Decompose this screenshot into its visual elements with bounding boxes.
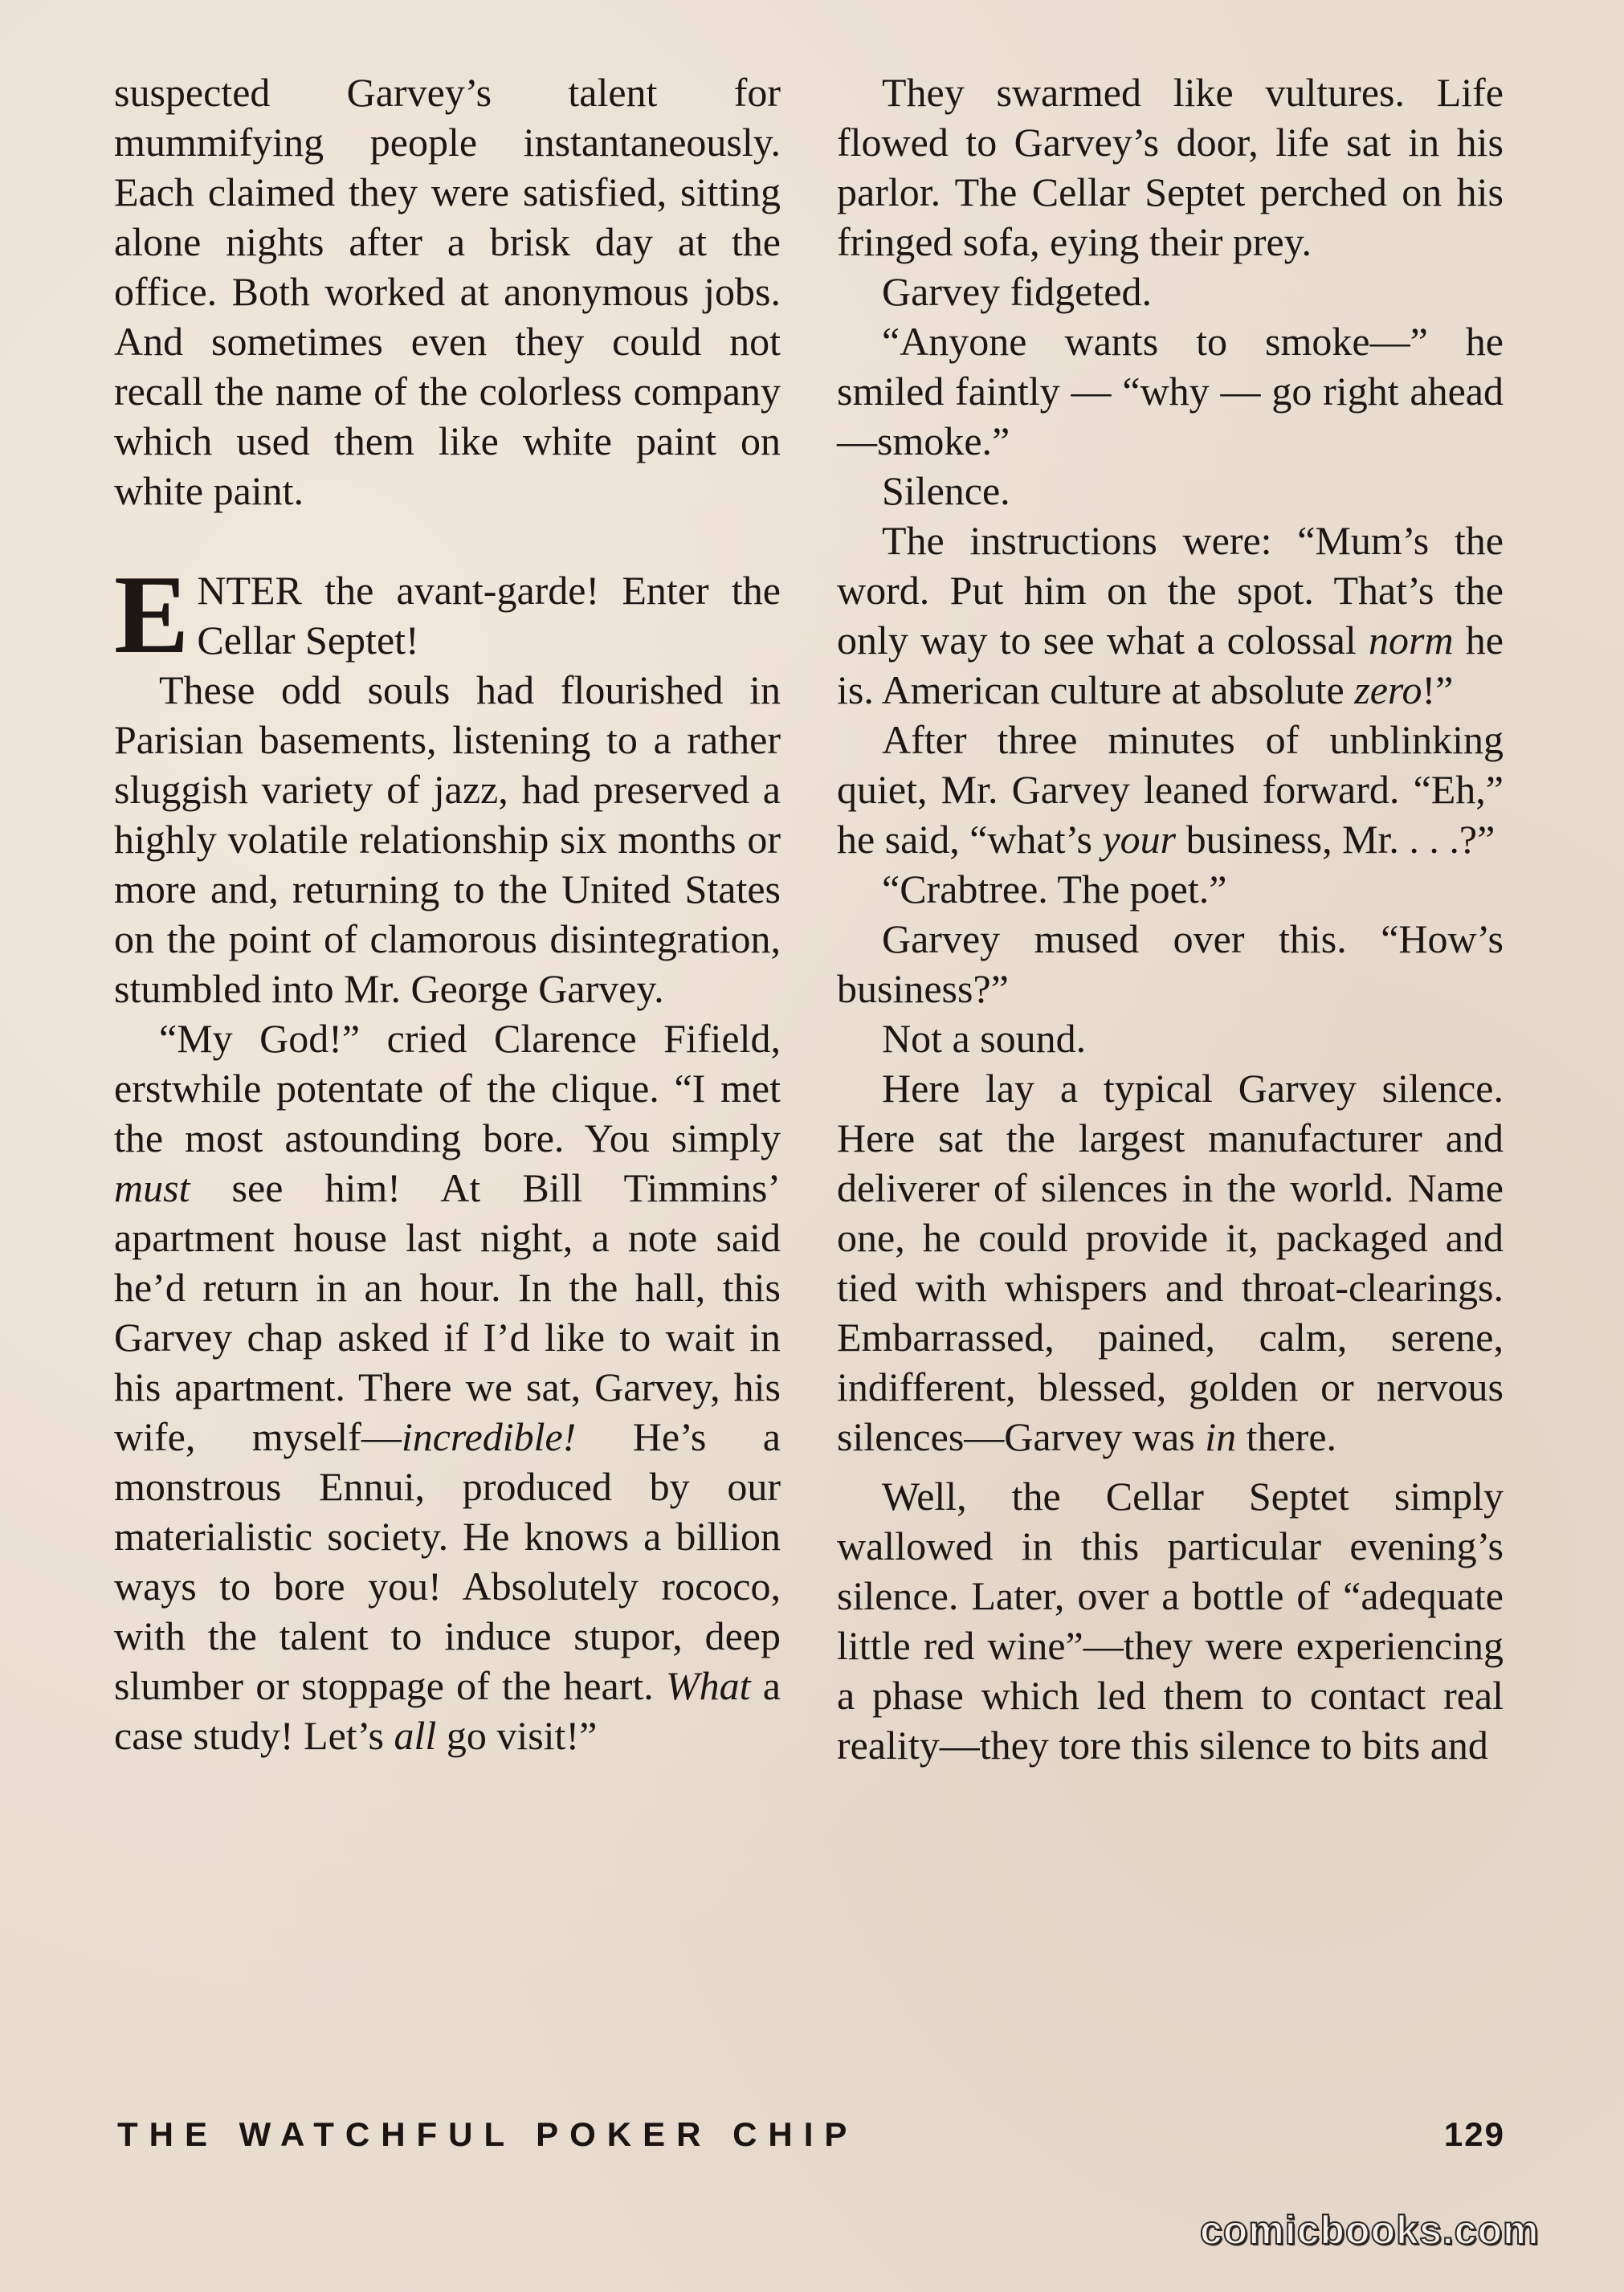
paragraph-text: He’s a monstrous Ennui, produced by our materialistic society. He knows a billion ways to bore you! Absolutely rococo, with the talent to induce stupor, deep slumber or stoppage of the heart. bbox=[114, 1414, 781, 1708]
page-footer bbox=[117, 2112, 1505, 2157]
paragraph bbox=[837, 466, 1504, 516]
paragraph bbox=[837, 1471, 1504, 1770]
paragraph-text: NTER the avant-garde! Enter the Cellar Septet! bbox=[197, 568, 781, 663]
paragraph bbox=[837, 864, 1504, 914]
paragraph bbox=[837, 516, 1504, 715]
emphasis: norm bbox=[1368, 618, 1454, 663]
left-text-column bbox=[114, 67, 781, 1760]
right-text-column bbox=[837, 67, 1504, 1770]
paragraph-text: Garvey mused over this. “How’s business?” bbox=[837, 916, 1504, 1011]
paragraph bbox=[837, 914, 1504, 1013]
paragraph-text: there. bbox=[1236, 1414, 1337, 1459]
paragraph-text: “Anyone wants to smoke—” he smiled faintly — “why — go right ahead—smoke.” bbox=[837, 319, 1504, 463]
emphasis: incredible! bbox=[401, 1414, 577, 1459]
paragraph-text: These odd souls had flourished in Parisian basements, listening to a rather sluggish variety of jazz, had preserved a highly volatile relationship six months or more and, returning to the United States on the point of clamorous disintegration, stumbled into Mr. George Garvey. bbox=[114, 667, 781, 1011]
section-opening-paragraph bbox=[114, 553, 781, 677]
emphasis: zero bbox=[1354, 667, 1422, 712]
emphasis: must bbox=[114, 1165, 190, 1210]
paragraph bbox=[114, 665, 781, 1013]
paragraph-text: !” bbox=[1422, 667, 1454, 712]
paragraph-text: “Crabtree. The poet.” bbox=[882, 867, 1227, 911]
paragraph-text: Here lay a typical Garvey silence. Here sat the largest manufacturer and deliverer of silences in the world. Name one, he could provide it, packaged and tied with whispers and throat-clearings. Embarrassed, pained, calm, serene, indifferent, blessed, golden or nervous silences—Garvey was bbox=[837, 1066, 1504, 1459]
paragraph bbox=[114, 1013, 781, 1760]
paragraph bbox=[837, 1013, 1504, 1063]
paragraph-text: Not a sound. bbox=[882, 1016, 1087, 1061]
paragraph-text: a case study! Let’s bbox=[114, 1663, 781, 1758]
paragraph-text: After three minutes of unblinking quiet, Mr. Garvey leaned forward. “Eh,” he said, “what’s bbox=[837, 717, 1504, 862]
paragraph bbox=[837, 715, 1504, 864]
paragraph-text: suspected Garvey’s talent for mummifying people instantaneously. Each claimed they were satisfied, sitting alone nights after a brisk day at the office. Both worked at anonymous jobs. And sometimes even they could not recall the name of the colorless company which used them like white paint on white paint. bbox=[114, 70, 781, 513]
emphasis: all bbox=[394, 1713, 437, 1758]
paragraph-text: Well, the Cellar Septet simply wallowed in this particular evening’s silence. Later, over a bottle of “adequate little red wine”—they were experiencing a phase which led them to contact real reality—they tore this silence to bits and bbox=[837, 1474, 1504, 1768]
running-title: THE WATCHFUL POKER CHIP bbox=[117, 2115, 859, 2153]
paragraph-text: business, Mr. . . .?” bbox=[1176, 817, 1495, 862]
emphasis: your bbox=[1102, 817, 1177, 862]
paragraph bbox=[837, 67, 1504, 267]
paragraph-text: They swarmed like vultures. Life flowed to Garvey’s door, life sat in his parlor. The Cellar Septet perched on his fringed sofa, eying their prey. bbox=[837, 70, 1504, 264]
page-number: 129 bbox=[1443, 2115, 1505, 2153]
emphasis: in bbox=[1205, 1414, 1237, 1459]
emphasis: What bbox=[666, 1663, 751, 1708]
paragraph-text: Silence. bbox=[882, 468, 1010, 513]
paragraph-text: Garvey fidgeted. bbox=[882, 269, 1152, 314]
paragraph-text: he is. American culture at absolute bbox=[837, 618, 1504, 712]
drop-cap: E bbox=[114, 553, 190, 677]
paragraph bbox=[837, 316, 1504, 466]
paragraph bbox=[837, 1063, 1504, 1462]
paragraph-text: see him! At Bill Timmins’ apartment house last night, a note said he’d return in an hour. In the hall, this Garvey chap asked if I’d like to wait in his apartment. There we sat, Garvey, his wife, myself— bbox=[114, 1165, 781, 1459]
paragraph bbox=[114, 67, 781, 516]
paragraph-text: The instructions were: “Mum’s the word. Put him on the spot. That’s the only way to see what a colossal bbox=[837, 518, 1504, 663]
paragraph-text: “My God!” cried Clarence Fifield, erstwhile potentate of the clique. “I met the most astounding bore. You simply bbox=[114, 1016, 781, 1160]
site-watermark: comicbooks.com bbox=[1200, 2208, 1540, 2253]
paragraph-text: go visit!” bbox=[436, 1713, 598, 1758]
paragraph bbox=[837, 267, 1504, 316]
